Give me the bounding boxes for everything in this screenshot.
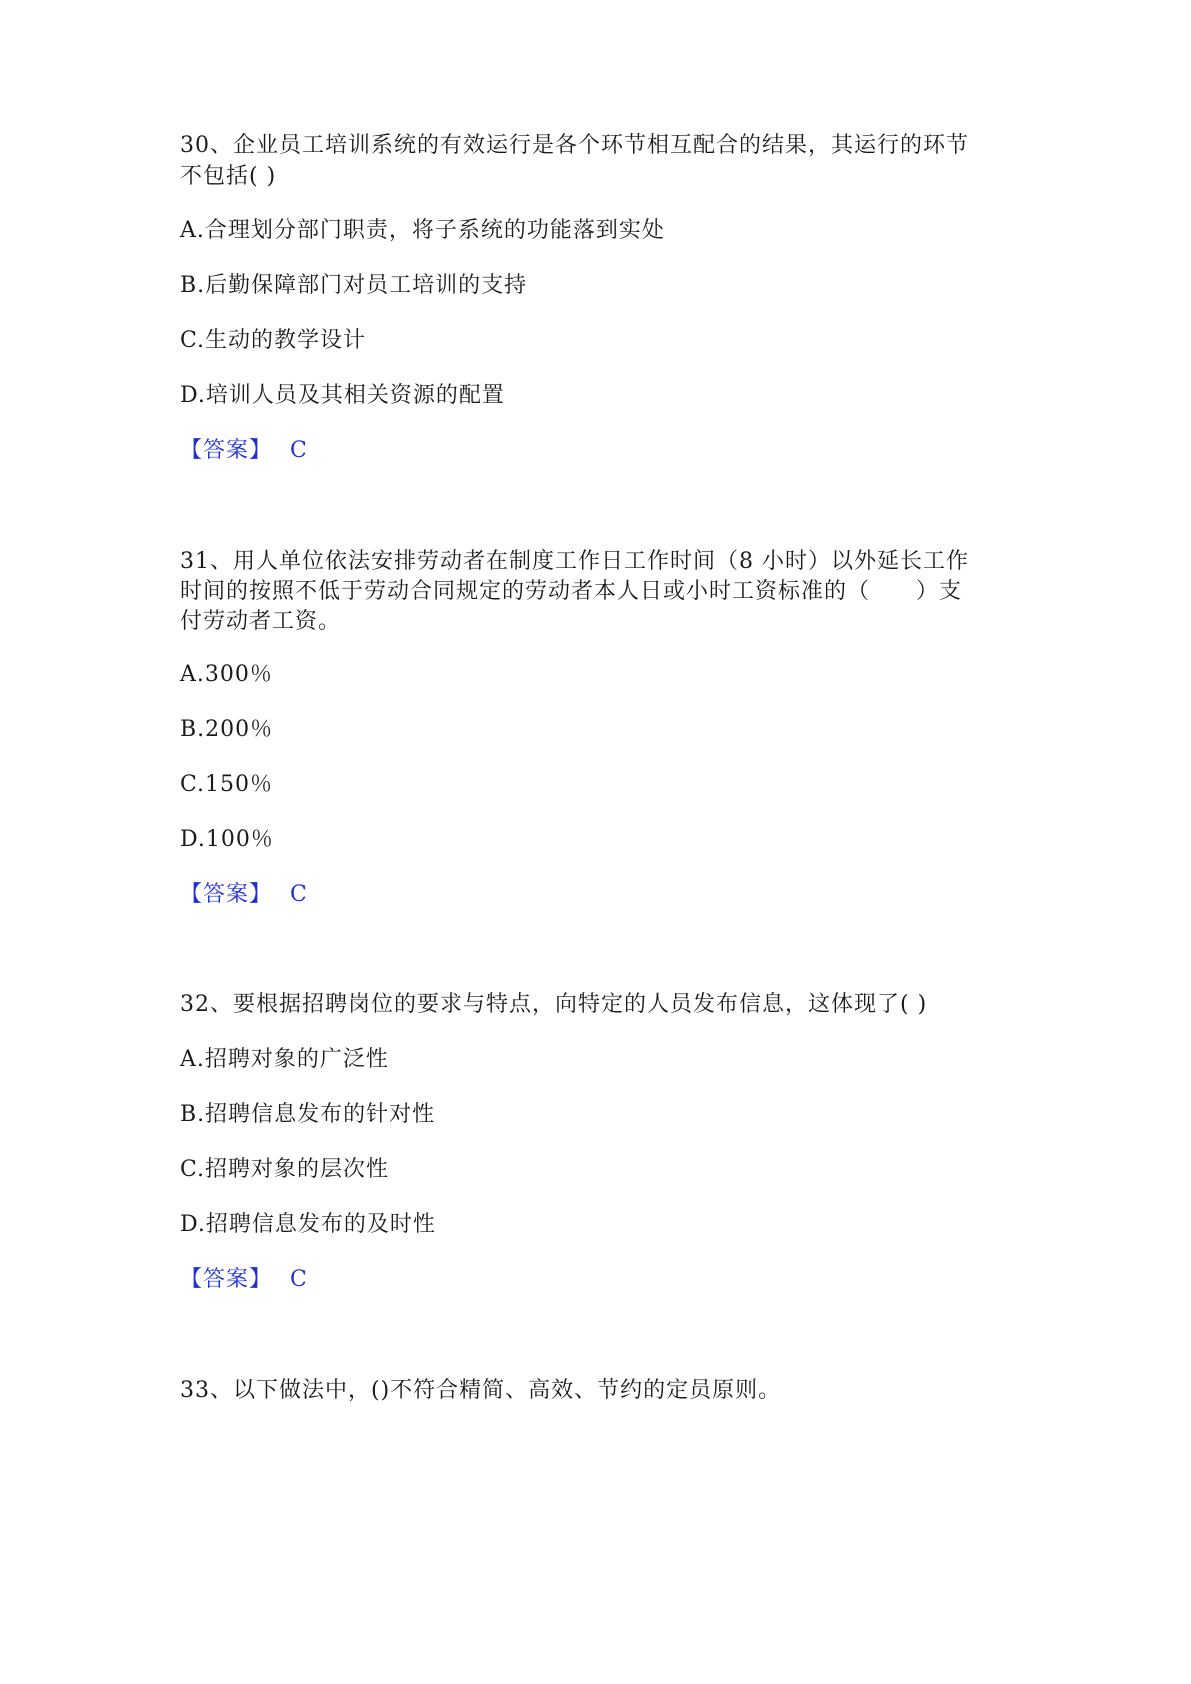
question-30-option-d: D.培训人员及其相关资源的配置 — [180, 383, 505, 408]
question-31-option-d: D.100％ — [180, 827, 274, 852]
question-31-text-line-2: 时间的按照不低于劳动合同规定的劳动者本人日或小时工资标准的（ ）支 — [180, 579, 963, 604]
question-31-option-a: A.300％ — [180, 662, 273, 687]
answer-label: 【答案】 — [180, 1267, 273, 1292]
question-32-option-c: C.招聘对象的层次性 — [180, 1157, 390, 1182]
question-30-option-c: C.生动的教学设计 — [180, 328, 367, 353]
question-30-text-line-1: 30、企业员工培训系统的有效运行是各个环节相互配合的结果，其运行的环节 — [180, 133, 969, 158]
question-33-text-line-1: 33、以下做法中，()不符合精简、高效、节约的定员原则。 — [180, 1378, 782, 1403]
answer-label: 【答案】 — [180, 438, 273, 463]
answer-value: C — [290, 1267, 308, 1292]
answer-value: C — [290, 882, 308, 907]
document-page — [180, 0, 1010, 1684]
question-31-text-line-1: 31、用人单位依法安排劳动者在制度工作日工作时间（8 小时）以外延长工作 — [180, 549, 969, 574]
question-32-option-a: A.招聘对象的广泛性 — [180, 1047, 389, 1072]
question-30-option-a: A.合理划分部门职责，将子系统的功能落到实处 — [180, 218, 665, 243]
question-31-answer — [180, 879, 308, 911]
question-32-option-b: B.招聘信息发布的针对性 — [180, 1102, 436, 1127]
question-31-option-c: C.150％ — [180, 772, 274, 797]
question-30-text-line-2: 不包括( ) — [180, 164, 277, 189]
question-32-answer — [180, 1264, 308, 1296]
answer-label: 【答案】 — [180, 882, 273, 907]
question-32-text-line-1: 32、要根据招聘岗位的要求与特点，向特定的人员发布信息，这体现了( ) — [180, 992, 928, 1017]
question-31-text-line-3: 付劳动者工资。 — [180, 609, 342, 634]
question-30-option-b: B.后勤保障部门对员工培训的支持 — [180, 273, 528, 298]
question-32-option-d: D.招聘信息发布的及时性 — [180, 1212, 436, 1237]
question-30-answer — [180, 435, 308, 467]
answer-value: C — [290, 438, 308, 463]
question-31-option-b: B.200％ — [180, 717, 274, 742]
